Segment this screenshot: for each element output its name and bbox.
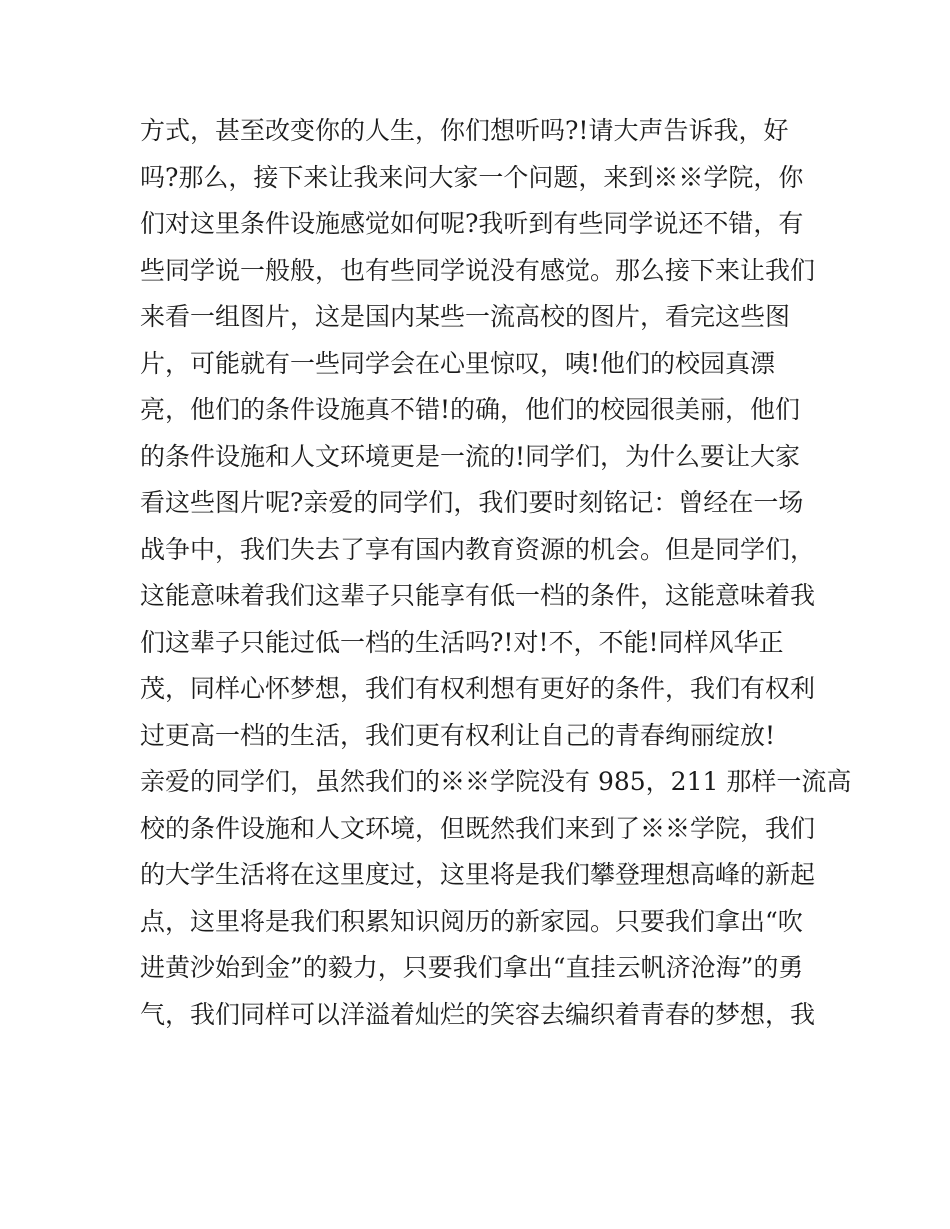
- text-line: 校的条件设施和人文环境，但既然我们来到了※※学院，我们: [140, 813, 816, 843]
- text-line: 吗?那么，接下来让我来问大家一个问题，来到※※学院，你: [140, 162, 804, 192]
- text-line: 过更高一档的生活，我们更有权利让自己的青春绚丽绽放!: [140, 720, 776, 750]
- text-line: 的大学生活将在这里度过，这里将是我们攀登理想高峰的新起: [140, 860, 816, 889]
- text-line: 亮，他们的条件设施真不错!的确，他们的校园很美丽，他们: [140, 395, 801, 424]
- text-line: 看这些图片呢?亲爱的同学们，我们要时刻铭记：曾经在一场: [140, 488, 804, 517]
- text-line: 的条件设施和人文环境更是一流的!同学们，为什么要让大家: [140, 441, 801, 471]
- text-line: 来看一组图片，这是国内某些一流高校的图片，看完这些图: [140, 302, 791, 331]
- text-line: 方式，甚至改变你的人生，你们想听吗?!请大声告诉我，好: [140, 116, 789, 145]
- text-line: 气，我们同样可以洋溢着灿烂的笑容去编织着青春的梦想，我: [140, 999, 816, 1029]
- text-line: 战争中，我们失去了享有国内教育资源的机会。但是同学们，: [140, 534, 816, 564]
- speech-text-body: [140, 108, 852, 1038]
- text-line: 片，可能就有一些同学会在心里惊叹，咦!他们的校园真漂: [140, 348, 776, 378]
- text-line: 这能意味着我们这辈子只能享有低一档的条件，这能意味着我: [140, 581, 816, 610]
- text-line: 些同学说一般般，也有些同学说没有感觉。那么接下来让我们: [140, 255, 816, 285]
- text-line: 亲爱的同学们，虽然我们的※※学院没有 985，211 那样一流高: [140, 767, 852, 796]
- text-line: 点，这里将是我们积累知识阅历的新家园。只要我们拿出“吹: [140, 906, 803, 936]
- text-line: 们对这里条件设施感觉如何呢?我听到有些同学说还不错，有: [140, 209, 804, 238]
- text-line: 进黄沙始到金”的毅力，只要我们拿出“直挂云帆济沧海”的勇: [140, 953, 804, 982]
- text-line: 茂，同样心怀梦想，我们有权利想有更好的条件，我们有权利: [140, 674, 816, 703]
- text-line: 们这辈子只能过低一档的生活吗?!对!不，不能!同样风华正: [140, 627, 784, 657]
